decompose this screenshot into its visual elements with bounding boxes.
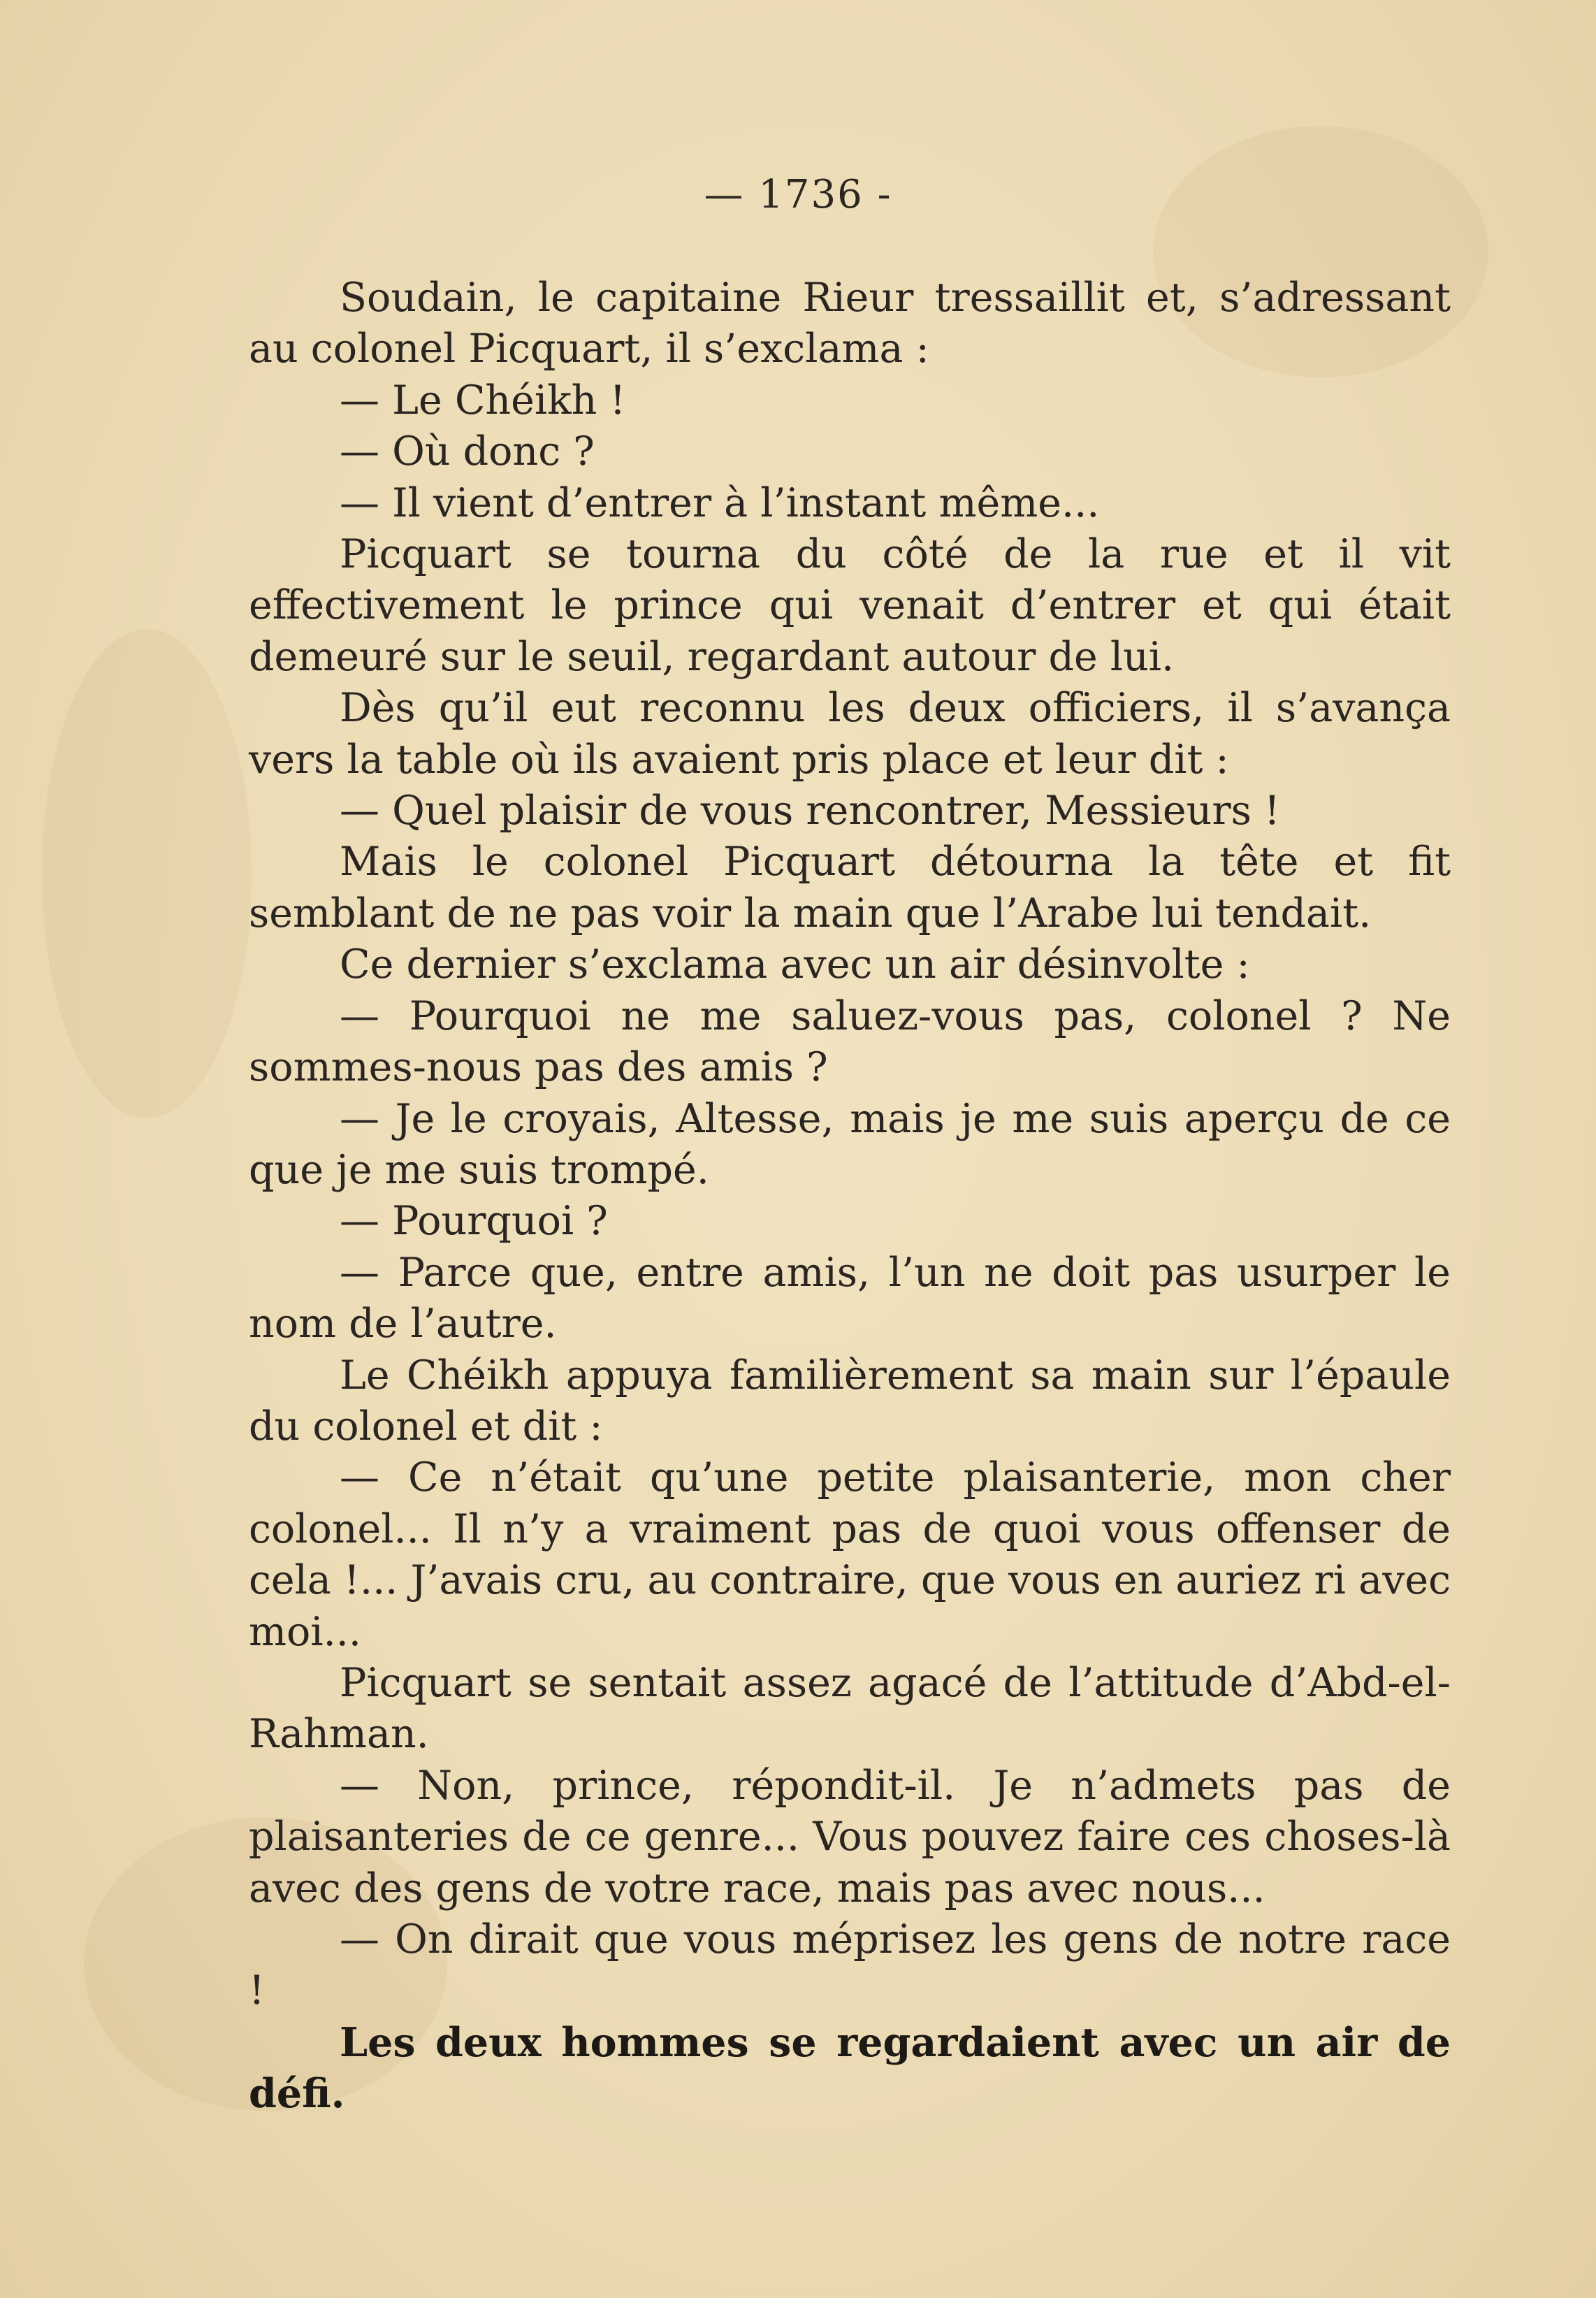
page-number: — 1736 -: [704, 172, 892, 217]
paragraph: — Quel plaisir de vous rencontrer, Messieurs !: [340, 788, 1280, 834]
paragraph: — Parce que, entre amis, l’un ne doit pas usurper le nom de l’autre.: [249, 1249, 1451, 1347]
paragraph: — Pourquoi ne me saluez-vous pas, colonel ? Ne sommes-nous pas des amis ?: [249, 992, 1451, 1091]
paragraph: Soudain, le capitaine Rieur tressaillit et, s’adressant au colonel Picquart, il s’exclama :: [249, 275, 1451, 373]
paragraph: — Il vient d’entrer à l’instant même...: [340, 479, 1100, 526]
paragraph: — Je le croyais, Altesse, mais je me suis aperçu de ce que je me suis trompé.: [249, 1095, 1451, 1193]
paragraph: Ce dernier s’exclama avec un air désinvolte :: [340, 941, 1250, 988]
paragraph: — Ce n’était qu’une petite plaisanterie, mon cher colonel... Il n’y a vraiment pas de quoi vous offenser de cela !... J’avais cru, au contraire, que vous en auriez ri avec moi...: [249, 1454, 1451, 1655]
paragraph: — Non, prince, répondit-il. Je n’admets pas de plaisanteries de ce genre... Vous pouvez faire ces choses-là avec des gens de votre race, mais pas avec nous...: [249, 1762, 1451, 1912]
paragraph: — Pourquoi ?: [340, 1198, 608, 1245]
paragraph: Dès qu’il eut reconnu les deux officiers, il s’avança vers la table où ils avaient pris place et leur dit :: [249, 685, 1451, 783]
paragraph: Mais le colonel Picquart détourna la tête et fit semblant de ne pas voir la main que l’Arabe lui tendait.: [249, 839, 1451, 937]
paragraph: Picquart se tourna du côté de la rue et il vit effectivement le prince qui venait d’entrer et qui était demeuré sur le seuil, regardant autour de lui.: [249, 531, 1451, 680]
paragraph: — Le Chéikh !: [340, 377, 626, 424]
paper-stain: [42, 629, 252, 1118]
paragraph: — Où donc ?: [340, 428, 595, 475]
body-text: [249, 273, 1451, 2120]
paragraph: Le Chéikh appuya familièrement sa main sur l’épaule du colonel et dit :: [249, 1352, 1451, 1450]
paragraph: Les deux hommes se regardaient avec un air de défi.: [249, 2018, 1451, 2118]
paragraph: — On dirait que vous méprisez les gens de notre race !: [249, 1916, 1451, 2014]
paragraph: Picquart se sentait assez agacé de l’attitude d’Abd-el-Rahman.: [249, 1659, 1451, 1758]
